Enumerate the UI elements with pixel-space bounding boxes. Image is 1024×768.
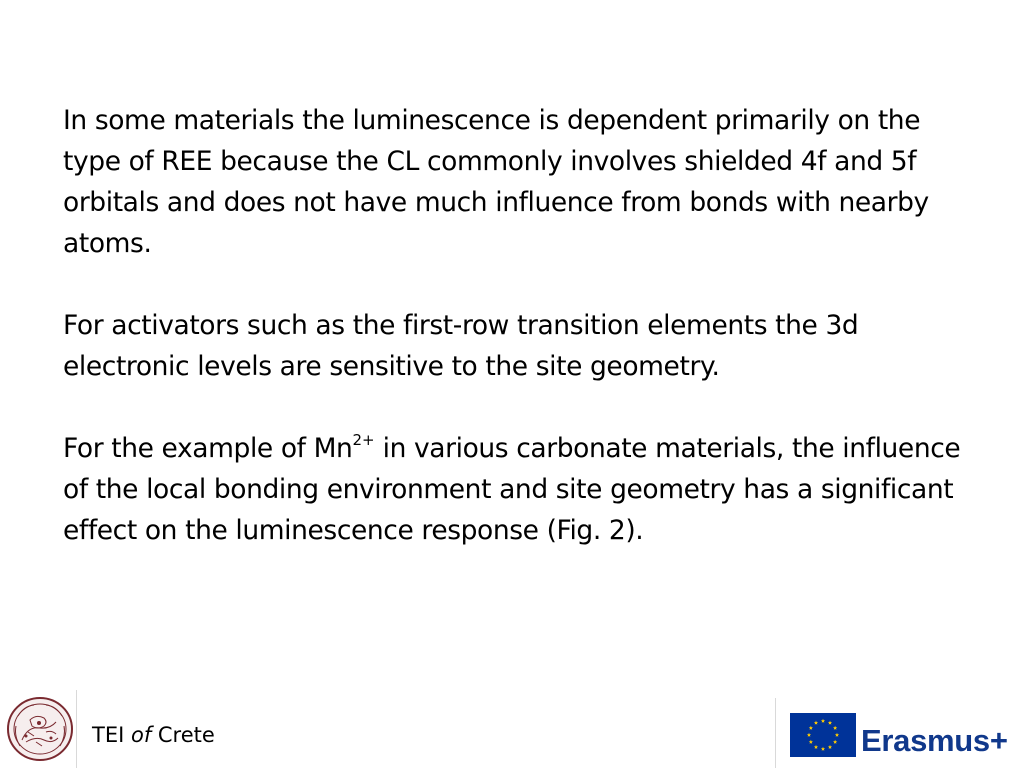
footer-divider-left xyxy=(76,690,77,768)
eu-flag-icon xyxy=(790,713,856,757)
erasmus-plus-logo-text: Erasmus+ xyxy=(861,723,1008,758)
slide-body xyxy=(63,100,963,592)
paragraph-mn-carbonate xyxy=(63,428,963,551)
paragraph-transition-elements: For activators such as the first-row transition elements the 3d electronic levels are sensitive to the site geometry. xyxy=(63,310,859,382)
institution-name xyxy=(92,723,215,747)
paragraph-ree-luminescence: In some materials the luminescence is dependent primarily on the type of REE because the CL commonly involves shielded 4f and 5f orbitals and does not have much influence from bonds with nearby atoms. xyxy=(63,105,929,259)
institution-italic: of xyxy=(130,723,152,747)
paragraph-mn-text-before: For the example of Mn xyxy=(63,433,353,464)
paragraph-mn-text-after: in various carbonate materials, the influence of the local bonding environment and site geometry has a significant effect on the luminescence response (Fig. 2). xyxy=(63,433,961,546)
tei-crete-seal-icon xyxy=(6,696,74,762)
footer-divider-right xyxy=(775,698,776,768)
institution-prefix: TEI xyxy=(92,723,131,747)
mn-charge-superscript: 2+ xyxy=(352,431,375,450)
institution-suffix: Crete xyxy=(151,723,215,747)
